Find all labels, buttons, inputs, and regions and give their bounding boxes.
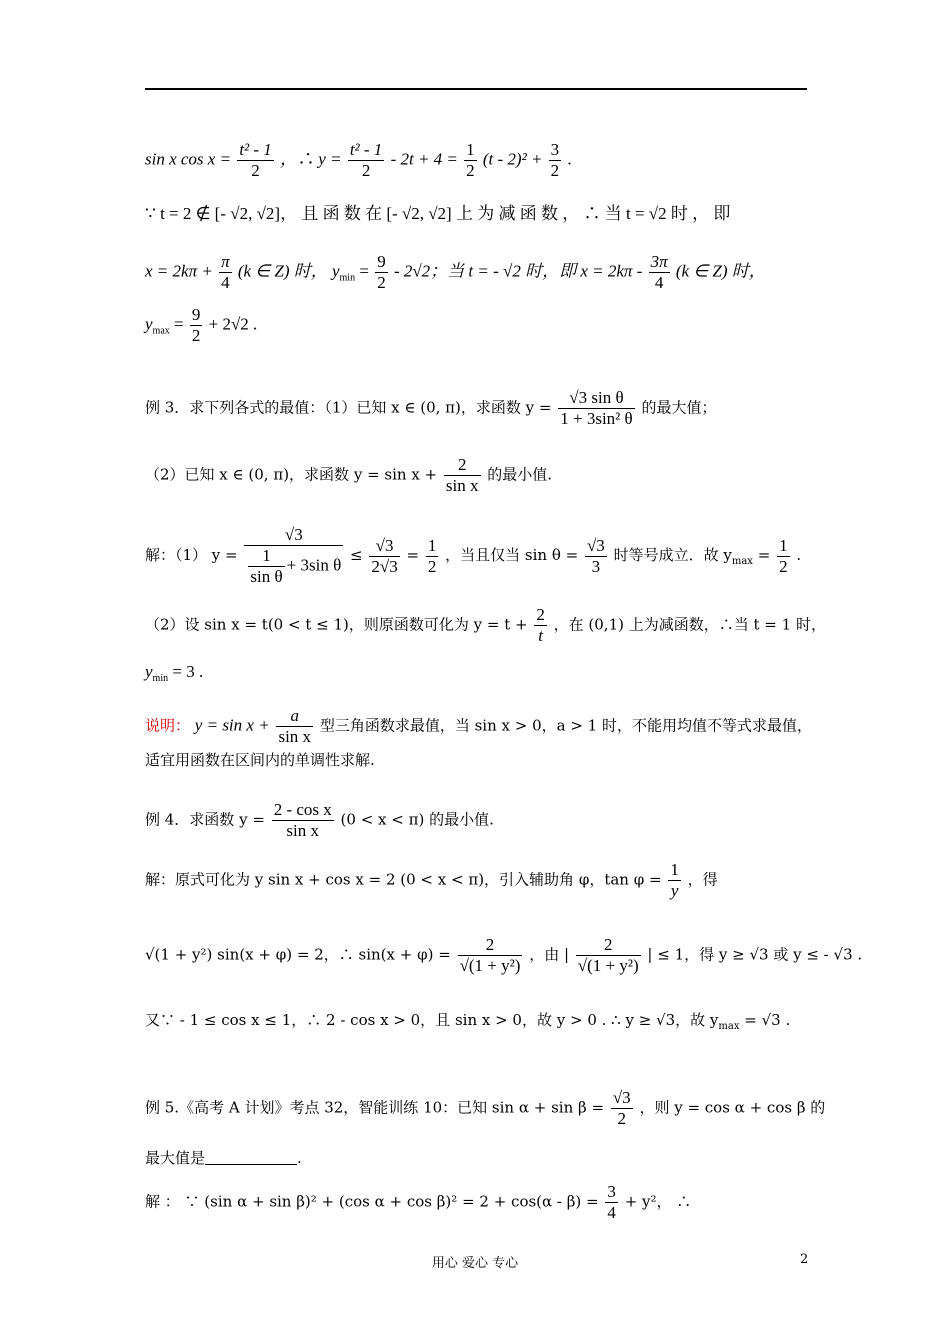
numerator: 3 [607, 1182, 616, 1201]
fraction [190, 305, 203, 346]
formula-line-2: ∵ t = 2 ∉ [- √2, √2]， 且 函 数 在 [- √2, √2] 上 为 减 函 数 ， ∴ 当 t = √2 时 ， 即 [145, 204, 731, 223]
denominator: 2√3 [371, 556, 398, 576]
denominator: 3 [591, 556, 601, 576]
fraction [237, 140, 273, 181]
text: (t - 2)² + [482, 149, 543, 169]
denominator: 4 [654, 273, 664, 292]
text: + 2√2 . [208, 314, 258, 334]
denominator: 2 [191, 326, 201, 345]
solution-5-line-1 [145, 1182, 691, 1223]
fraction [369, 536, 399, 577]
text: 型三角函数求最值，当 sin x > 0，a > 1 时，不能用均值不等式求最值， [319, 716, 812, 735]
solution-4-line-1 [145, 860, 718, 901]
text: 的最小值. [487, 465, 553, 484]
text: (k ∈ Z) 时， [675, 261, 766, 281]
page-number: 2 [800, 1252, 809, 1267]
text: . [796, 546, 802, 564]
text: ，当且仅当 sin θ = [445, 546, 579, 564]
text: ，由 | [529, 945, 570, 964]
denominator: sin θ [250, 567, 283, 586]
fraction [458, 935, 523, 976]
example-5-question [145, 1088, 825, 1129]
text: (k ∈ Z) 时， y [237, 261, 340, 281]
numerator: t² - 1 [239, 140, 272, 159]
text: y = sin x + [194, 715, 270, 735]
solution-3-part-2 [145, 605, 826, 646]
note-line-1 [145, 706, 812, 747]
denominator: √(1 + y²) [459, 956, 521, 975]
numerator: √3 [244, 525, 343, 546]
denominator: t [538, 626, 543, 645]
solution-4-line-2 [145, 935, 862, 976]
subscript: max [731, 556, 753, 567]
denominator: 4 [607, 1203, 616, 1222]
text: = [406, 546, 420, 564]
formula-line-1 [145, 140, 572, 181]
page-footer: 用心 爱心 专心 [431, 1256, 519, 1271]
numerator: a [276, 706, 313, 727]
formula-line-4 [145, 305, 257, 346]
text: y [145, 314, 153, 334]
text: | ≤ 1，得 y ≥ √3 或 y ≤ - √3 . [647, 945, 863, 964]
text: + 3sin θ [286, 555, 342, 575]
text: （2）已知 x ∈ (0, π)，求函数 y = sin x + [145, 465, 438, 484]
numerator: √3 [369, 536, 399, 557]
fraction [605, 1182, 618, 1223]
denominator: y [670, 881, 679, 900]
text: 例 3．求下列各式的最值：（1）已知 x ∈ (0, π)，求函数 y = [145, 398, 552, 417]
text: - 2√2；当 t = - √2 时，即 x = 2kπ - [393, 261, 643, 281]
denominator: 2 [361, 161, 371, 180]
example-5-answer-blank [145, 1148, 302, 1168]
text: . [567, 149, 572, 169]
numerator: √3 [586, 535, 605, 555]
numerator: 2 [458, 935, 523, 956]
numerator: 1 [427, 535, 437, 555]
text: 解 ： ∵ (sin α + sin β)² + (cos α + cos β)² = 2 + cos(α - β) = [145, 1192, 599, 1211]
subscript: max [152, 325, 170, 337]
subscript: max [718, 1021, 740, 1032]
formula-line-3 [145, 252, 766, 293]
numerator: 9 [191, 305, 201, 324]
denominator: 4 [221, 273, 230, 292]
numerator: 3 [550, 140, 560, 159]
denominator: √(1 + y²) [577, 956, 639, 975]
header-rule [145, 88, 807, 90]
text: (0 < x < π) 的最小值. [340, 810, 494, 829]
fraction [348, 140, 384, 181]
text: . [297, 1149, 302, 1167]
text: ，得 [687, 870, 718, 889]
text: = [169, 314, 184, 334]
denominator: 2 [377, 273, 386, 292]
numerator: 3π [650, 252, 668, 271]
numerator: 2 - cos x [273, 800, 332, 819]
numerator: 9 [377, 252, 386, 271]
denominator: 2 [779, 556, 788, 576]
numerator: 2 [444, 455, 481, 476]
denominator: 2 [617, 1109, 626, 1128]
note-label: 说明： [145, 716, 191, 735]
text: = [355, 261, 369, 281]
text: x = 2kπ + [145, 261, 213, 281]
text: ，∴ y = [280, 149, 342, 169]
text: 例 5.《高考 A 计划》考点 32，智能训练 10：已知 sin α + sin β = [145, 1098, 605, 1117]
numerator: 1 [248, 546, 284, 567]
fraction [244, 525, 343, 587]
subscript: min [339, 272, 356, 284]
numerator: 1 [466, 140, 475, 159]
fraction [375, 252, 388, 293]
fraction [585, 536, 607, 577]
note-line-2: 适宜用函数在区间内的单调性求解. [145, 751, 375, 769]
text: = 3 . [168, 662, 204, 681]
text: 时等号成立．故 y [613, 546, 732, 564]
solution-3-part-1 [145, 525, 801, 587]
text: 最大值是 [145, 1149, 206, 1167]
subscript: min [152, 673, 169, 684]
text: - 2t + 4 = [390, 149, 458, 169]
denominator: 2 [251, 161, 260, 180]
fraction [611, 1088, 633, 1129]
text: = [752, 546, 771, 564]
text: = √3 . [739, 1011, 791, 1029]
denominator: 2 [466, 161, 475, 180]
numerator: 1 [779, 535, 788, 555]
denominator [244, 546, 343, 587]
numerator: 2 [576, 935, 641, 956]
text: 又∵ - 1 ≤ cos x ≤ 1，∴ 2 - cos x > 0，且 sin x > 0，故 y > 0 . ∴ y ≥ √3，故 y [145, 1011, 719, 1029]
text: + y²， ∴ [624, 1192, 692, 1211]
denominator: sin x [278, 727, 312, 746]
text: sin x cos x = [145, 149, 232, 169]
fraction [777, 536, 790, 577]
fraction [558, 388, 634, 429]
denominator: sin x [445, 476, 479, 495]
text: ，则 y = cos α + cos β 的 [639, 1098, 826, 1117]
fraction [272, 800, 334, 841]
text: 解：（1） y = [145, 546, 238, 564]
numerator: √3 sin θ [558, 388, 634, 409]
fraction [668, 860, 681, 901]
fraction [464, 140, 477, 181]
text: ≤ [350, 546, 363, 564]
numerator: t² - 1 [349, 140, 383, 159]
solution-4-line-3 [145, 1010, 790, 1037]
numerator: √3 [612, 1088, 631, 1107]
fraction [534, 605, 547, 646]
example-3-question [145, 388, 716, 429]
fraction [549, 140, 562, 181]
denominator: sin x [286, 821, 320, 840]
text: 的最大值； [641, 398, 717, 417]
fraction [649, 252, 670, 293]
answer-blank [205, 1150, 297, 1165]
numerator: 2 [536, 605, 545, 624]
denominator: 2 [427, 556, 437, 576]
text: √(1 + y²) sin(x + φ) = 2，∴ sin(x + φ) = [145, 945, 451, 964]
example-4-question [145, 800, 494, 841]
solution-3-result [145, 662, 203, 689]
fraction [276, 706, 313, 747]
fraction [576, 935, 641, 976]
denominator: 2 [550, 161, 560, 180]
fraction [444, 455, 481, 496]
numerator: π [221, 252, 230, 271]
denominator: 1 + 3sin² θ [560, 409, 633, 428]
text: （2）设 sin x = t(0 < t ≤ 1)，则原函数可化为 y = t + [145, 615, 528, 634]
numerator: 1 [670, 860, 679, 879]
fraction [426, 536, 439, 577]
fraction [219, 252, 232, 293]
example-3-part-2 [145, 455, 552, 496]
text: ，在 (0,1) 上为减函数，∴当 t = 1 时， [553, 615, 826, 634]
text: 解：原式可化为 y sin x + cos x = 2 (0 < x < π)，引入辅助角 φ，tan φ = [145, 870, 662, 889]
text: y [145, 662, 153, 681]
inner-fraction [248, 546, 284, 587]
text: 例 4．求函数 y = [145, 810, 265, 829]
